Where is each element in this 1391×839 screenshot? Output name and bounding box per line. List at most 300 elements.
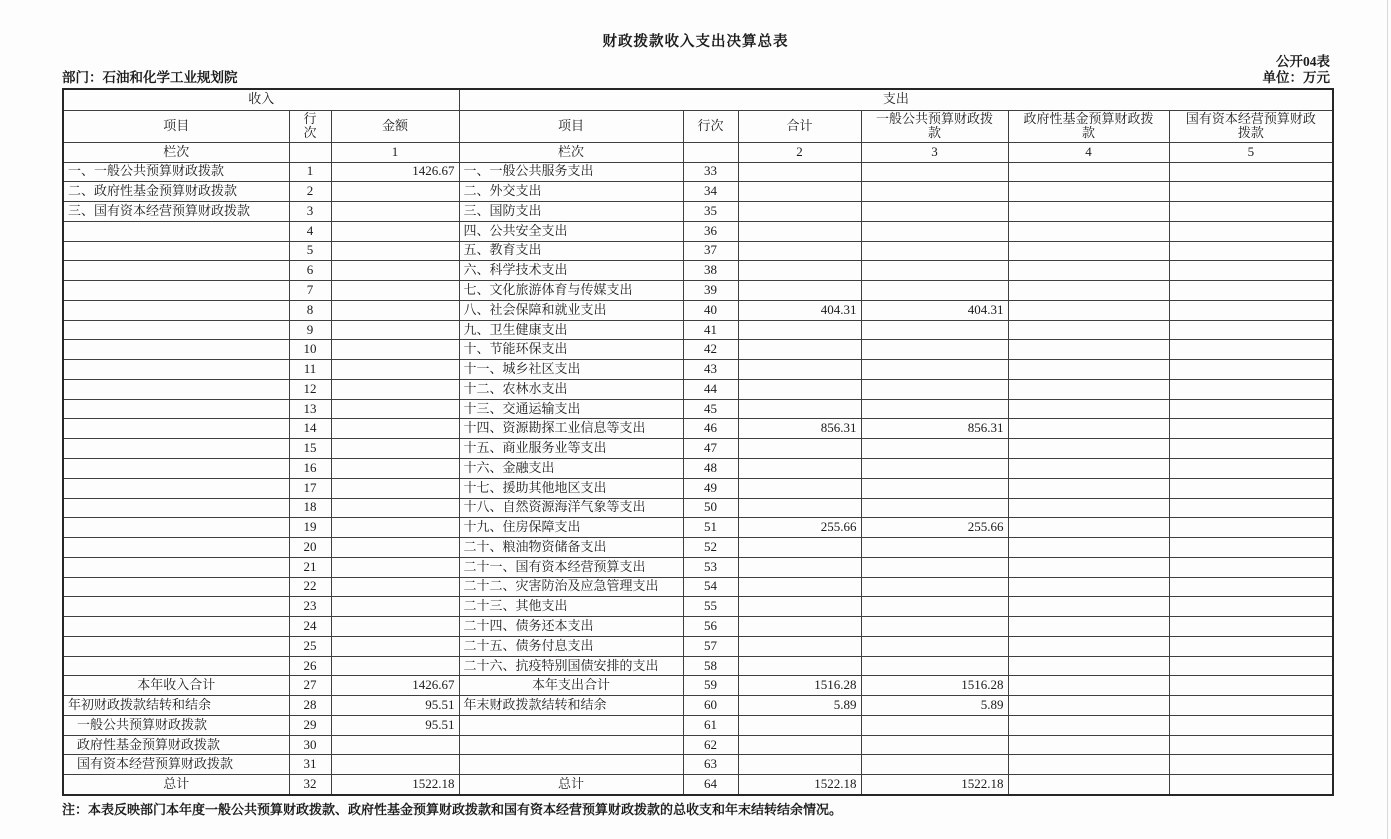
income-line-cell: 28 xyxy=(289,696,331,716)
income-item-cell: 一、一般公共预算财政拨款 xyxy=(63,162,289,182)
income-amount-cell xyxy=(331,300,459,320)
expense-state-capital-cell xyxy=(1169,300,1333,320)
table-row xyxy=(63,538,1333,558)
expense-general-cell xyxy=(861,597,1008,617)
income-amount-cell xyxy=(331,261,459,281)
expense-state-capital-cell xyxy=(1169,241,1333,261)
expense-gov-fund-cell xyxy=(1008,696,1169,716)
expense-line-cell: 59 xyxy=(683,676,738,696)
expense-state-capital-cell xyxy=(1169,518,1333,538)
expense-total-cell: 856.31 xyxy=(738,419,861,439)
income-line-cell: 8 xyxy=(289,300,331,320)
income-item-cell xyxy=(63,360,289,380)
table-row xyxy=(63,439,1333,459)
income-item-cell xyxy=(63,518,289,538)
income-line-cell: 24 xyxy=(289,617,331,637)
expense-total-cell xyxy=(738,320,861,340)
income-item-cell xyxy=(63,419,289,439)
expense-general-cell xyxy=(861,617,1008,637)
table-body xyxy=(63,162,1333,795)
expense-line-cell: 41 xyxy=(683,320,738,340)
income-amount-cell xyxy=(331,419,459,439)
income-line-cell: 17 xyxy=(289,478,331,498)
expense-gov-fund-cell xyxy=(1008,399,1169,419)
expense-total-cell xyxy=(738,261,861,281)
expense-item-cell: 二十四、债务还本支出 xyxy=(459,617,683,637)
income-amount-cell xyxy=(331,340,459,360)
expense-item-cell: 八、社会保障和就业支出 xyxy=(459,300,683,320)
income-line-cell: 22 xyxy=(289,577,331,597)
expense-line-cell: 50 xyxy=(683,498,738,518)
income-amount-cell xyxy=(331,182,459,202)
expense-general-cell xyxy=(861,439,1008,459)
income-amount-cell xyxy=(331,241,459,261)
table-row xyxy=(63,221,1333,241)
income-item-cell xyxy=(63,458,289,478)
expense-line-cell: 44 xyxy=(683,379,738,399)
expense-total-cell xyxy=(738,636,861,656)
expense-line-cell: 39 xyxy=(683,281,738,301)
expense-item-cell: 二十二、灾害防治及应急管理支出 xyxy=(459,577,683,597)
expense-gov-fund-cell xyxy=(1008,518,1169,538)
expense-item-cell: 二十三、其他支出 xyxy=(459,597,683,617)
table-row xyxy=(63,775,1333,795)
income-line-cell: 23 xyxy=(289,597,331,617)
income-line-cell: 30 xyxy=(289,735,331,755)
expense-general-cell xyxy=(861,340,1008,360)
expense-line-cell: 58 xyxy=(683,656,738,676)
column-header-row xyxy=(63,110,1333,142)
department-label: 部门：石油和化学工业规划院 xyxy=(62,70,238,85)
table-row xyxy=(63,340,1333,360)
expense-item-cell: 二、外交支出 xyxy=(459,182,683,202)
income-item-cell xyxy=(63,261,289,281)
income-amount-cell xyxy=(331,597,459,617)
empty-cell xyxy=(683,142,738,162)
expense-total-cell xyxy=(738,478,861,498)
income-amount-cell xyxy=(331,458,459,478)
income-amount-cell xyxy=(331,538,459,558)
income-amount-cell xyxy=(331,557,459,577)
expense-general-cell xyxy=(861,202,1008,222)
income-item-cell: 国有资本经营预算财政拨款 xyxy=(63,755,289,775)
income-line-cell: 11 xyxy=(289,360,331,380)
expense-item-cell: 二十一、国有资本经营预算支出 xyxy=(459,557,683,577)
expense-gov-fund-cell xyxy=(1008,340,1169,360)
expense-item-cell: 九、卫生健康支出 xyxy=(459,320,683,340)
expense-total-cell xyxy=(738,597,861,617)
expense-line-cell: 56 xyxy=(683,617,738,637)
expense-col-index-state-capital: 5 xyxy=(1169,142,1333,162)
income-line-cell: 1 xyxy=(289,162,331,182)
expense-line-cell: 42 xyxy=(683,340,738,360)
table-row xyxy=(63,419,1333,439)
expense-gov-fund-cell xyxy=(1008,360,1169,380)
income-line-cell: 4 xyxy=(289,221,331,241)
expense-line-cell: 57 xyxy=(683,636,738,656)
table-row xyxy=(63,399,1333,419)
expense-item-cell xyxy=(459,735,683,755)
expense-general-cell xyxy=(861,221,1008,241)
table-row xyxy=(63,281,1333,301)
income-item-cell: 三、国有资本经营预算财政拨款 xyxy=(63,202,289,222)
table-row xyxy=(63,300,1333,320)
table-row xyxy=(63,636,1333,656)
expense-line-cell: 62 xyxy=(683,735,738,755)
expense-item-cell: 十五、商业服务业等支出 xyxy=(459,439,683,459)
income-item-cell xyxy=(63,379,289,399)
income-amount-cell xyxy=(331,439,459,459)
expense-state-capital-header: 国有资本经营预算财政拨款 xyxy=(1169,110,1333,142)
table-row xyxy=(63,498,1333,518)
expense-state-capital-cell xyxy=(1169,419,1333,439)
expense-total-cell xyxy=(738,656,861,676)
income-line-cell: 29 xyxy=(289,715,331,735)
expense-gov-fund-cell xyxy=(1008,597,1169,617)
income-line-cell: 18 xyxy=(289,498,331,518)
income-amount-cell xyxy=(331,399,459,419)
expense-line-cell: 38 xyxy=(683,261,738,281)
fiscal-summary-table xyxy=(62,88,1334,796)
income-line-cell: 2 xyxy=(289,182,331,202)
table-row xyxy=(63,182,1333,202)
income-line-cell: 10 xyxy=(289,340,331,360)
expense-line-cell: 34 xyxy=(683,182,738,202)
income-line-cell: 14 xyxy=(289,419,331,439)
expense-item-cell: 十七、援助其他地区支出 xyxy=(459,478,683,498)
expense-total-cell xyxy=(738,617,861,637)
expense-total-cell xyxy=(738,182,861,202)
expense-total-cell xyxy=(738,202,861,222)
expense-line-cell: 54 xyxy=(683,577,738,597)
income-item-cell: 总计 xyxy=(63,775,289,795)
expense-line-cell: 49 xyxy=(683,478,738,498)
expense-gov-fund-cell xyxy=(1008,577,1169,597)
expense-state-capital-cell xyxy=(1169,775,1333,795)
expense-state-capital-cell xyxy=(1169,379,1333,399)
expense-gov-fund-cell xyxy=(1008,182,1169,202)
income-item-cell xyxy=(63,617,289,637)
income-amount-cell xyxy=(331,478,459,498)
expense-line-cell: 55 xyxy=(683,597,738,617)
expense-gov-fund-cell xyxy=(1008,241,1169,261)
expense-total-cell: 255.66 xyxy=(738,518,861,538)
expense-gov-fund-cell xyxy=(1008,439,1169,459)
expense-gov-fund-cell xyxy=(1008,755,1169,775)
expense-state-capital-cell xyxy=(1169,281,1333,301)
income-amount-cell xyxy=(331,360,459,380)
table-row xyxy=(63,676,1333,696)
table-row xyxy=(63,478,1333,498)
expense-item-cell: 二十五、债务付息支出 xyxy=(459,636,683,656)
expense-item-cell xyxy=(459,755,683,775)
expense-col-index-total: 2 xyxy=(738,142,861,162)
table-note: 注：本表反映部门本年度一般公共预算财政拨款、政府性基金预算财政拨款和国有资本经营预算财政拨款的总收支和年末结转结余情况。 xyxy=(62,802,843,817)
table-row xyxy=(63,162,1333,182)
expense-item-cell: 十一、城乡社区支出 xyxy=(459,360,683,380)
expense-general-cell xyxy=(861,162,1008,182)
expense-general-cell: 856.31 xyxy=(861,419,1008,439)
expense-line-cell: 48 xyxy=(683,458,738,478)
expense-index-label: 栏次 xyxy=(459,142,683,162)
page-title: 财政拨款收入支出决算总表 xyxy=(602,34,789,50)
expense-group-header: 支出 xyxy=(459,89,1333,110)
expense-state-capital-cell xyxy=(1169,202,1333,222)
income-amount-cell xyxy=(331,379,459,399)
expense-state-capital-cell xyxy=(1169,577,1333,597)
income-line-cell: 16 xyxy=(289,458,331,478)
empty-cell xyxy=(289,142,331,162)
expense-total-cell xyxy=(738,241,861,261)
income-line-cell: 6 xyxy=(289,261,331,281)
table-row xyxy=(63,715,1333,735)
expense-line-cell: 51 xyxy=(683,518,738,538)
expense-gov-fund-cell xyxy=(1008,419,1169,439)
table-row xyxy=(63,202,1333,222)
expense-item-header: 项目 xyxy=(459,110,683,142)
expense-general-cell xyxy=(861,379,1008,399)
expense-state-capital-cell xyxy=(1169,715,1333,735)
income-line-cell: 7 xyxy=(289,281,331,301)
income-line-cell: 12 xyxy=(289,379,331,399)
expense-general-cell xyxy=(861,478,1008,498)
expense-state-capital-cell xyxy=(1169,676,1333,696)
expense-line-cell: 64 xyxy=(683,775,738,795)
expense-general-cell xyxy=(861,399,1008,419)
expense-state-capital-cell xyxy=(1169,458,1333,478)
expense-total-cell xyxy=(738,498,861,518)
income-index-label: 栏次 xyxy=(63,142,289,162)
expense-general-cell xyxy=(861,557,1008,577)
expense-total-cell: 1522.18 xyxy=(738,775,861,795)
table-row xyxy=(63,755,1333,775)
expense-general-cell xyxy=(861,320,1008,340)
expense-general-cell xyxy=(861,577,1008,597)
income-amount-cell: 95.51 xyxy=(331,696,459,716)
expense-gov-fund-cell xyxy=(1008,320,1169,340)
group-header-row xyxy=(63,89,1333,110)
expense-gov-fund-cell xyxy=(1008,676,1169,696)
expense-general-cell: 1516.28 xyxy=(861,676,1008,696)
expense-gov-fund-cell xyxy=(1008,498,1169,518)
income-line-cell: 3 xyxy=(289,202,331,222)
income-item-cell xyxy=(63,221,289,241)
income-amount-cell xyxy=(331,617,459,637)
expense-line-cell: 60 xyxy=(683,696,738,716)
expense-item-cell xyxy=(459,715,683,735)
expense-gov-fund-cell xyxy=(1008,379,1169,399)
expense-col-index-general: 3 xyxy=(861,142,1008,162)
table-row xyxy=(63,241,1333,261)
expense-state-capital-cell xyxy=(1169,261,1333,281)
expense-general-cell: 1522.18 xyxy=(861,775,1008,795)
expense-item-cell: 二十六、抗疫特别国债安排的支出 xyxy=(459,656,683,676)
expense-item-cell: 五、教育支出 xyxy=(459,241,683,261)
expense-gov-fund-header: 政府性基金预算财政拨款 xyxy=(1008,110,1169,142)
expense-line-cell: 61 xyxy=(683,715,738,735)
expense-total-header: 合计 xyxy=(738,110,861,142)
income-item-cell xyxy=(63,597,289,617)
expense-item-cell: 十八、自然资源海洋气象等支出 xyxy=(459,498,683,518)
income-item-cell xyxy=(63,577,289,597)
expense-gov-fund-cell xyxy=(1008,557,1169,577)
table-row xyxy=(63,320,1333,340)
income-item-cell: 一般公共预算财政拨款 xyxy=(63,715,289,735)
table-row xyxy=(63,379,1333,399)
expense-gov-fund-cell xyxy=(1008,775,1169,795)
expense-state-capital-cell xyxy=(1169,617,1333,637)
income-group-header: 收入 xyxy=(63,89,459,110)
income-col-index: 1 xyxy=(331,142,459,162)
expense-total-cell xyxy=(738,360,861,380)
expense-total-cell xyxy=(738,557,861,577)
table-row xyxy=(63,557,1333,577)
income-line-cell: 32 xyxy=(289,775,331,795)
income-amount-cell xyxy=(331,636,459,656)
income-item-cell xyxy=(63,538,289,558)
expense-line-cell: 47 xyxy=(683,439,738,459)
table-row xyxy=(63,696,1333,716)
income-line-header: 行次 xyxy=(289,110,331,142)
income-amount-cell xyxy=(331,577,459,597)
expense-gov-fund-cell xyxy=(1008,478,1169,498)
income-amount-cell xyxy=(331,755,459,775)
expense-total-cell xyxy=(738,458,861,478)
income-amount-cell: 1426.67 xyxy=(331,676,459,696)
expense-state-capital-cell xyxy=(1169,360,1333,380)
expense-general-cell xyxy=(861,735,1008,755)
expense-item-cell: 总计 xyxy=(459,775,683,795)
expense-line-cell: 43 xyxy=(683,360,738,380)
expense-gov-fund-cell xyxy=(1008,656,1169,676)
expense-general-budget-header: 一般公共预算财政拨款 xyxy=(861,110,1008,142)
expense-gov-fund-cell xyxy=(1008,202,1169,222)
expense-state-capital-cell xyxy=(1169,636,1333,656)
expense-total-cell xyxy=(738,538,861,558)
expense-line-header: 行次 xyxy=(683,110,738,142)
income-amount-cell: 1522.18 xyxy=(331,775,459,795)
expense-total-cell xyxy=(738,715,861,735)
expense-state-capital-cell xyxy=(1169,182,1333,202)
expense-gov-fund-cell xyxy=(1008,735,1169,755)
income-amount-cell xyxy=(331,221,459,241)
table-row xyxy=(63,735,1333,755)
expense-line-cell: 63 xyxy=(683,755,738,775)
income-amount-cell xyxy=(331,656,459,676)
income-item-cell: 政府性基金预算财政拨款 xyxy=(63,735,289,755)
expense-line-cell: 37 xyxy=(683,241,738,261)
expense-item-cell: 十、节能环保支出 xyxy=(459,340,683,360)
expense-general-cell xyxy=(861,715,1008,735)
table-row xyxy=(63,360,1333,380)
expense-general-cell xyxy=(861,281,1008,301)
income-line-cell: 26 xyxy=(289,656,331,676)
expense-total-cell xyxy=(738,379,861,399)
expense-item-cell: 十二、农林水支出 xyxy=(459,379,683,399)
expense-general-cell xyxy=(861,261,1008,281)
table-row xyxy=(63,597,1333,617)
expense-state-capital-cell xyxy=(1169,538,1333,558)
table-code-label: 公开04表 xyxy=(1276,54,1330,69)
expense-state-capital-cell xyxy=(1169,735,1333,755)
expense-general-cell xyxy=(861,360,1008,380)
expense-state-capital-cell xyxy=(1169,439,1333,459)
expense-item-cell: 十九、住房保障支出 xyxy=(459,518,683,538)
income-line-cell: 19 xyxy=(289,518,331,538)
expense-col-index-gov-fund: 4 xyxy=(1008,142,1169,162)
income-amount-cell xyxy=(331,735,459,755)
income-line-cell: 13 xyxy=(289,399,331,419)
expense-state-capital-cell xyxy=(1169,696,1333,716)
unit-label: 单位：万元 xyxy=(1262,70,1330,85)
expense-item-cell: 十四、资源勘探工业信息等支出 xyxy=(459,419,683,439)
income-item-cell: 本年收入合计 xyxy=(63,676,289,696)
expense-general-cell xyxy=(861,458,1008,478)
table-row xyxy=(63,518,1333,538)
expense-state-capital-cell xyxy=(1169,597,1333,617)
income-item-cell xyxy=(63,340,289,360)
table-row xyxy=(63,617,1333,637)
income-line-cell: 15 xyxy=(289,439,331,459)
income-line-cell: 31 xyxy=(289,755,331,775)
income-item-cell xyxy=(63,557,289,577)
expense-total-cell xyxy=(738,735,861,755)
income-line-cell: 20 xyxy=(289,538,331,558)
expense-general-cell: 5.89 xyxy=(861,696,1008,716)
expense-gov-fund-cell xyxy=(1008,261,1169,281)
expense-line-cell: 52 xyxy=(683,538,738,558)
income-line-cell: 21 xyxy=(289,557,331,577)
income-line-cell: 9 xyxy=(289,320,331,340)
expense-general-cell xyxy=(861,755,1008,775)
expense-item-cell: 三、国防支出 xyxy=(459,202,683,222)
expense-line-cell: 53 xyxy=(683,557,738,577)
income-amount-cell xyxy=(331,202,459,222)
expense-total-cell xyxy=(738,281,861,301)
expense-total-cell: 5.89 xyxy=(738,696,861,716)
income-amount-cell xyxy=(331,320,459,340)
expense-gov-fund-cell xyxy=(1008,617,1169,637)
income-item-cell xyxy=(63,300,289,320)
expense-gov-fund-cell xyxy=(1008,221,1169,241)
expense-line-cell: 36 xyxy=(683,221,738,241)
expense-state-capital-cell xyxy=(1169,340,1333,360)
income-item-cell xyxy=(63,636,289,656)
expense-line-cell: 33 xyxy=(683,162,738,182)
expense-line-cell: 35 xyxy=(683,202,738,222)
income-item-cell xyxy=(63,281,289,301)
expense-general-cell xyxy=(861,636,1008,656)
table-row xyxy=(63,458,1333,478)
income-amount-cell xyxy=(331,281,459,301)
expense-gov-fund-cell xyxy=(1008,162,1169,182)
expense-item-cell: 七、文化旅游体育与传媒支出 xyxy=(459,281,683,301)
expense-item-cell: 本年支出合计 xyxy=(459,676,683,696)
income-amount-cell xyxy=(331,498,459,518)
expense-line-cell: 40 xyxy=(683,300,738,320)
income-item-cell: 年初财政拨款结转和结余 xyxy=(63,696,289,716)
expense-general-cell xyxy=(861,538,1008,558)
expense-general-cell: 255.66 xyxy=(861,518,1008,538)
expense-general-cell xyxy=(861,656,1008,676)
page-edge-divider xyxy=(1387,0,1388,839)
expense-general-cell xyxy=(861,241,1008,261)
expense-total-cell: 404.31 xyxy=(738,300,861,320)
income-item-header: 项目 xyxy=(63,110,289,142)
expense-gov-fund-cell xyxy=(1008,538,1169,558)
table-row xyxy=(63,261,1333,281)
income-line-cell: 27 xyxy=(289,676,331,696)
